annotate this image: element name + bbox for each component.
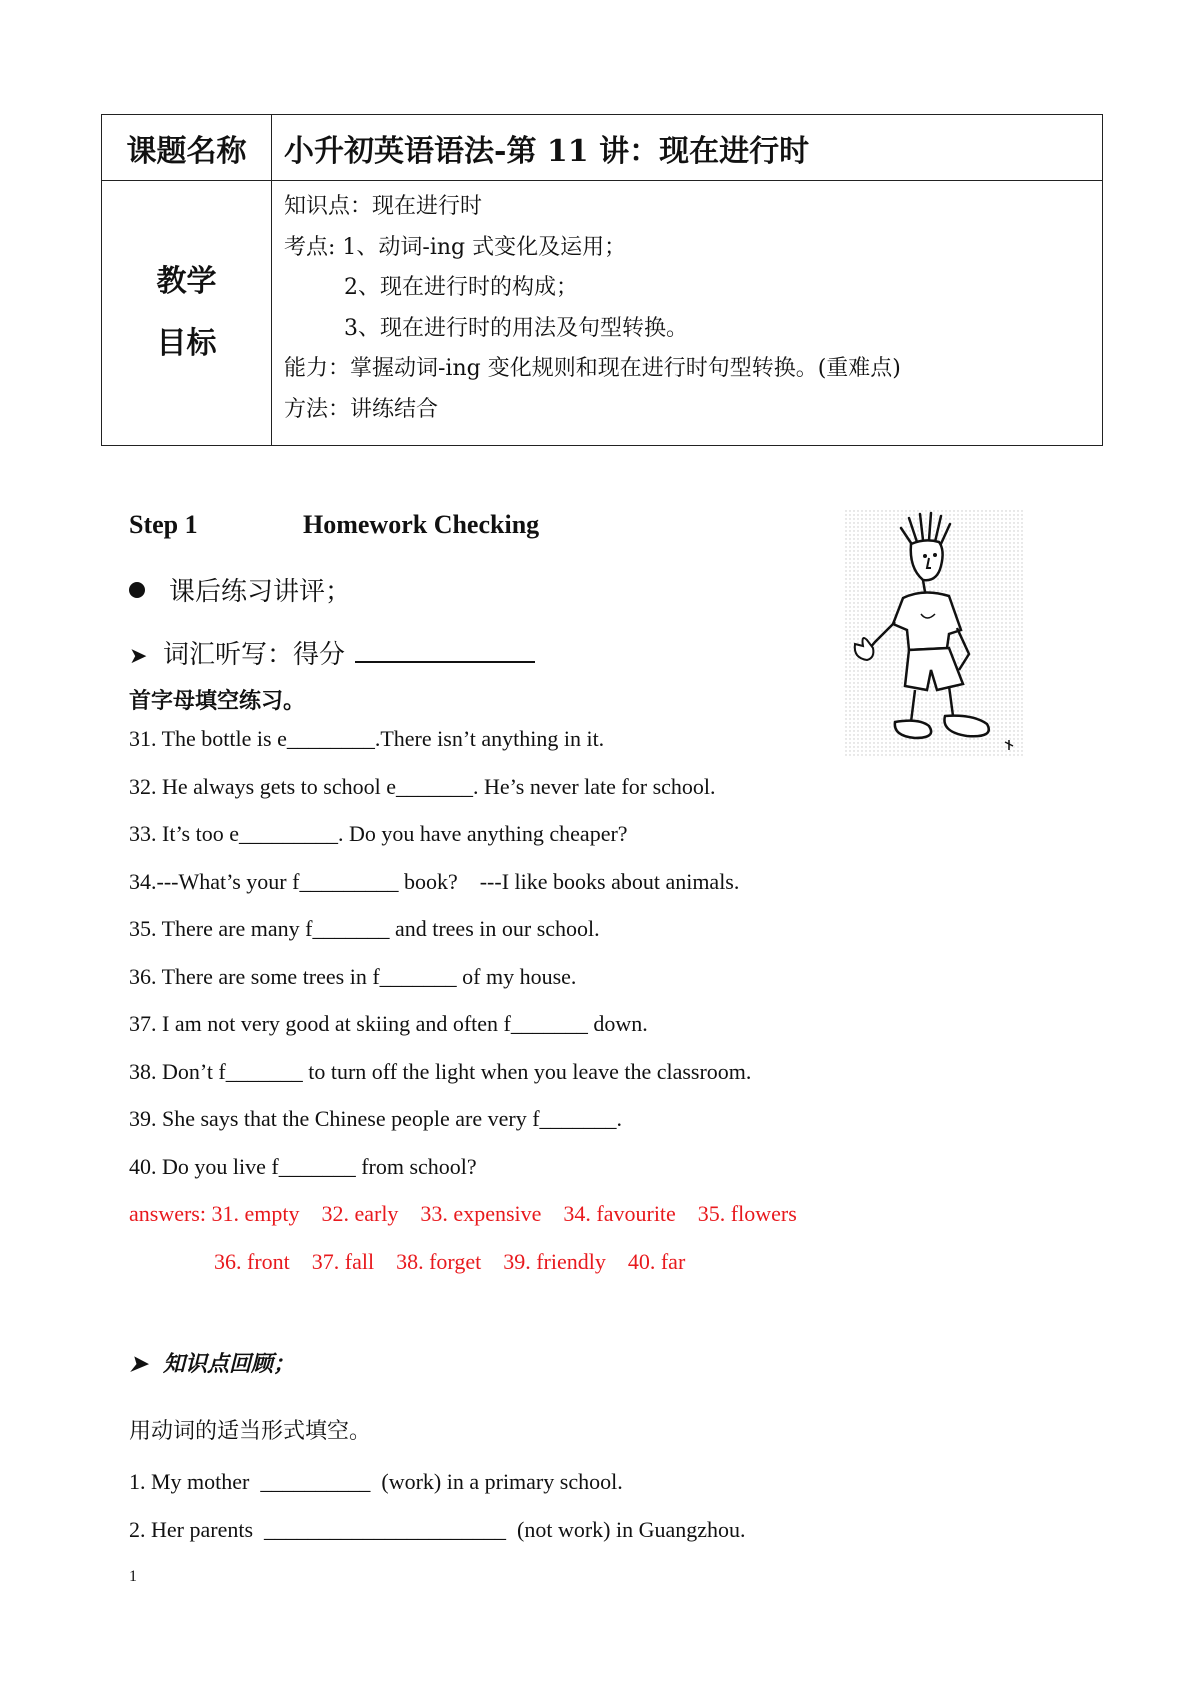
topic-title: 小升初英语语法-第 11 讲：现在进行时 [272,115,1103,181]
question-item: 40. Do you live f_______ from school? [129,1154,477,1179]
question-item: 35. There are many f_______ and trees in our school. [129,916,600,941]
step-heading [129,510,540,540]
lesson-header-table [101,114,1103,446]
question-item: 34.---What’s your f_________ book? ---I like books about animals. [129,869,740,894]
review-instruction: 用动词的适当形式填空。 [129,1419,372,1444]
exercise-subheading: 首字母填空练习。 [129,689,306,714]
topic-label: 课题名称 [102,115,272,181]
arrow-marker-icon: ➤ [129,644,148,669]
objective-line: 考点: 1、动词-ing 式变化及运用； [284,234,627,260]
question-item: 32. He always gets to school e_______. He’s never late for school. [129,774,716,799]
review-heading [129,1347,295,1378]
question-item: 31. The bottle is e________.There isn’t anything in it. [129,726,605,751]
objective-line: 方法：讲练结合 [284,396,439,422]
question-item: 38. Don’t f_______ to turn off the light when you leave the classroom. [129,1059,752,1084]
arrow-marker-icon: ➤ [129,1351,148,1377]
objective-line: 2、现在进行时的构成； [344,275,578,300]
objective-line: 3、现在进行时的用法及句型转换。 [344,315,688,341]
question-item: 36. There are some trees in f_______ of my house. [129,964,577,989]
objective-line: 知识点：现在进行时 [284,194,483,219]
review-item: 1. My mother __________ (work) in a primary school. [129,1469,623,1494]
bullet-text: 课后练习讲评； [169,577,352,607]
objectives-label-line1: 教学 [156,264,217,299]
objectives-content [272,181,1103,446]
cartoon-figure-icon [845,510,1025,758]
dictation-line [129,634,535,671]
question-item: 37. I am not very good at skiing and often f_______ down. [129,1011,648,1036]
answers-line-2: 36. front 37. fall 38. forget 39. friendly 40. far [214,1249,686,1274]
step-label: Step 1 [129,510,198,539]
objectives-label-line2: 目标 [156,326,217,361]
objective-line: 能力：掌握动词-ing 变化规则和现在进行时句型转换。(重难点) [284,356,901,381]
score-blank [355,637,535,663]
step-title: Homework Checking [303,510,540,539]
answers-line-1: answers: 31. empty 32. early 33. expensive 34. favourite 35. flowers [129,1201,797,1226]
dictation-text: 词汇听写：得分 [163,640,346,670]
question-item: 33. It’s too e_________. Do you have anything cheaper? [129,821,628,846]
page-number: 1 [129,1568,137,1585]
objectives-label [102,181,272,446]
question-item: 39. She says that the Chinese people are very f_______. [129,1106,623,1131]
bullet-icon [129,582,145,598]
review-heading-text: 知识点回顾； [163,1351,296,1377]
bullet-item [129,571,351,608]
review-item: 2. Her parents ______________________ (not work) in Guangzhou. [129,1517,746,1542]
